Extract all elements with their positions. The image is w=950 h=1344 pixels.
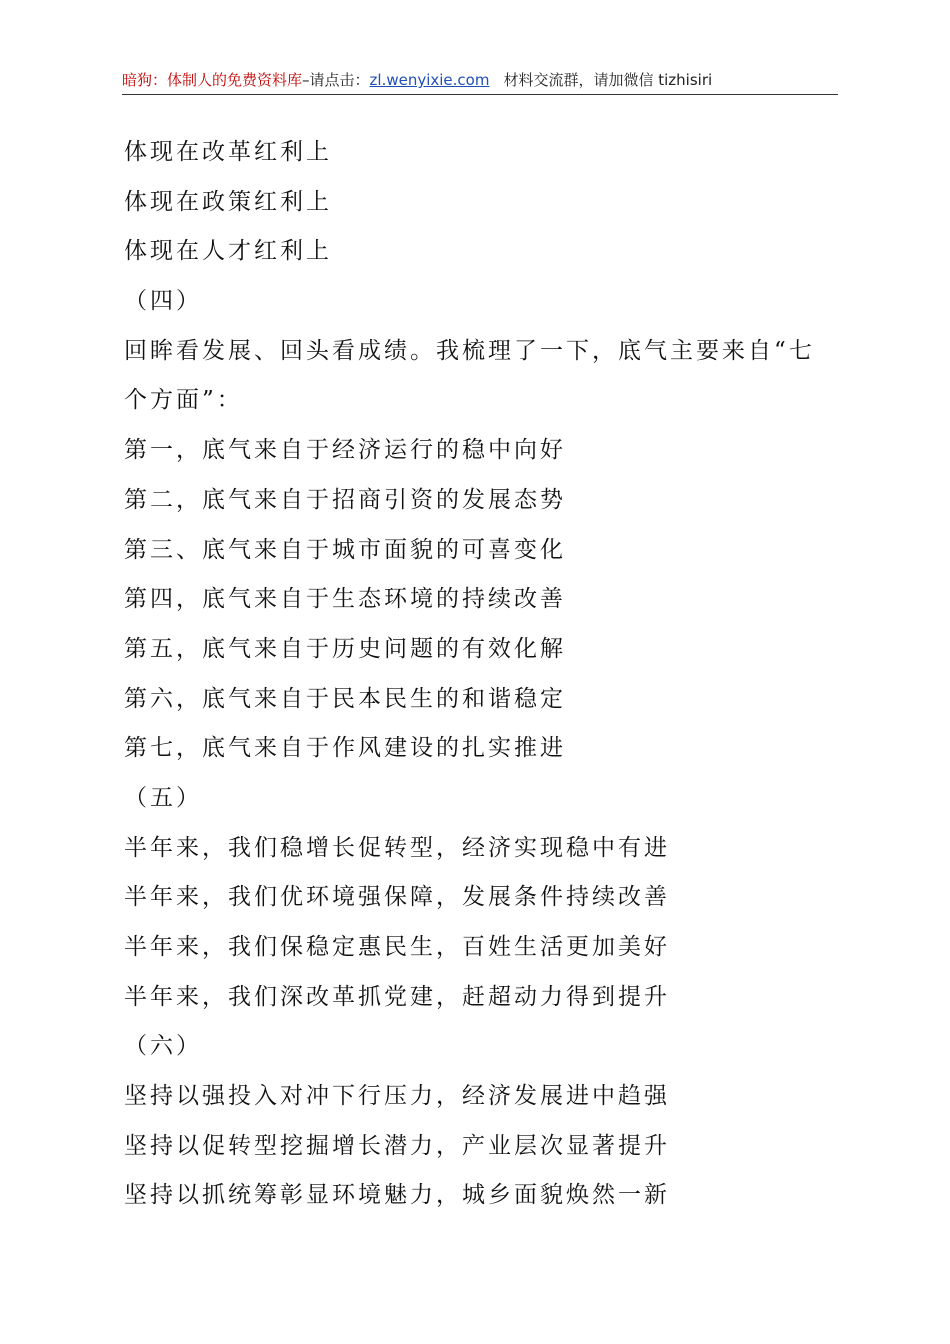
section-heading: （六） [124,1033,202,1060]
body-line: 体现在人才红利上 [124,238,332,265]
header-prompt: –请点击： [302,71,370,89]
body-line: 第六，底气来自于民本民生的和谐稳定 [124,685,566,712]
body-line: 半年来，我们优环境强保障，发展条件持续改善 [124,884,670,911]
header-url-link[interactable]: zl.wenyixie.com [369,71,490,89]
document-body [124,128,840,1221]
body-paragraph: 回眸看发展、回头看成绩。我梳理了一下，底气主要来自“七个方面”： [124,337,815,414]
body-line: 半年来，我们稳增长促转型，经济实现稳中有进 [124,834,670,861]
body-line: 坚持以促转型挖掘增长潜力，产业层次显著提升 [124,1132,670,1159]
body-line: 第二，底气来自于招商引资的发展态势 [124,486,566,513]
page-header [122,66,838,95]
body-line: 体现在改革红利上 [124,139,332,165]
body-line: 半年来，我们保稳定惠民生，百姓生活更加美好 [124,934,670,961]
body-line: 第一，底气来自于经济运行的稳中向好 [124,437,566,464]
section-heading: （五） [124,784,202,811]
body-line: 第四，底气来自于生态环境的持续改善 [124,586,566,613]
body-line: 体现在政策红利上 [124,188,332,215]
header-contact: 材料交流群，请加微信 tizhisiri [503,71,713,89]
body-line: 坚持以抓统筹彰显环境魅力，城乡面貌焕然一新 [124,1182,670,1209]
section-heading: （四） [124,288,202,315]
body-line: 半年来，我们深改革抓党建，赶超动力得到提升 [124,983,670,1010]
header-brand: 暗狗：体制人的免费资料库 [122,71,303,89]
body-line: 坚持以强投入对冲下行压力，经济发展进中趋强 [124,1083,670,1110]
body-line: 第五，底气来自于历史问题的有效化解 [124,635,566,662]
body-line: 第三、底气来自于城市面貌的可喜变化 [124,536,566,563]
body-line: 第七，底气来自于作风建设的扎实推进 [124,735,566,762]
